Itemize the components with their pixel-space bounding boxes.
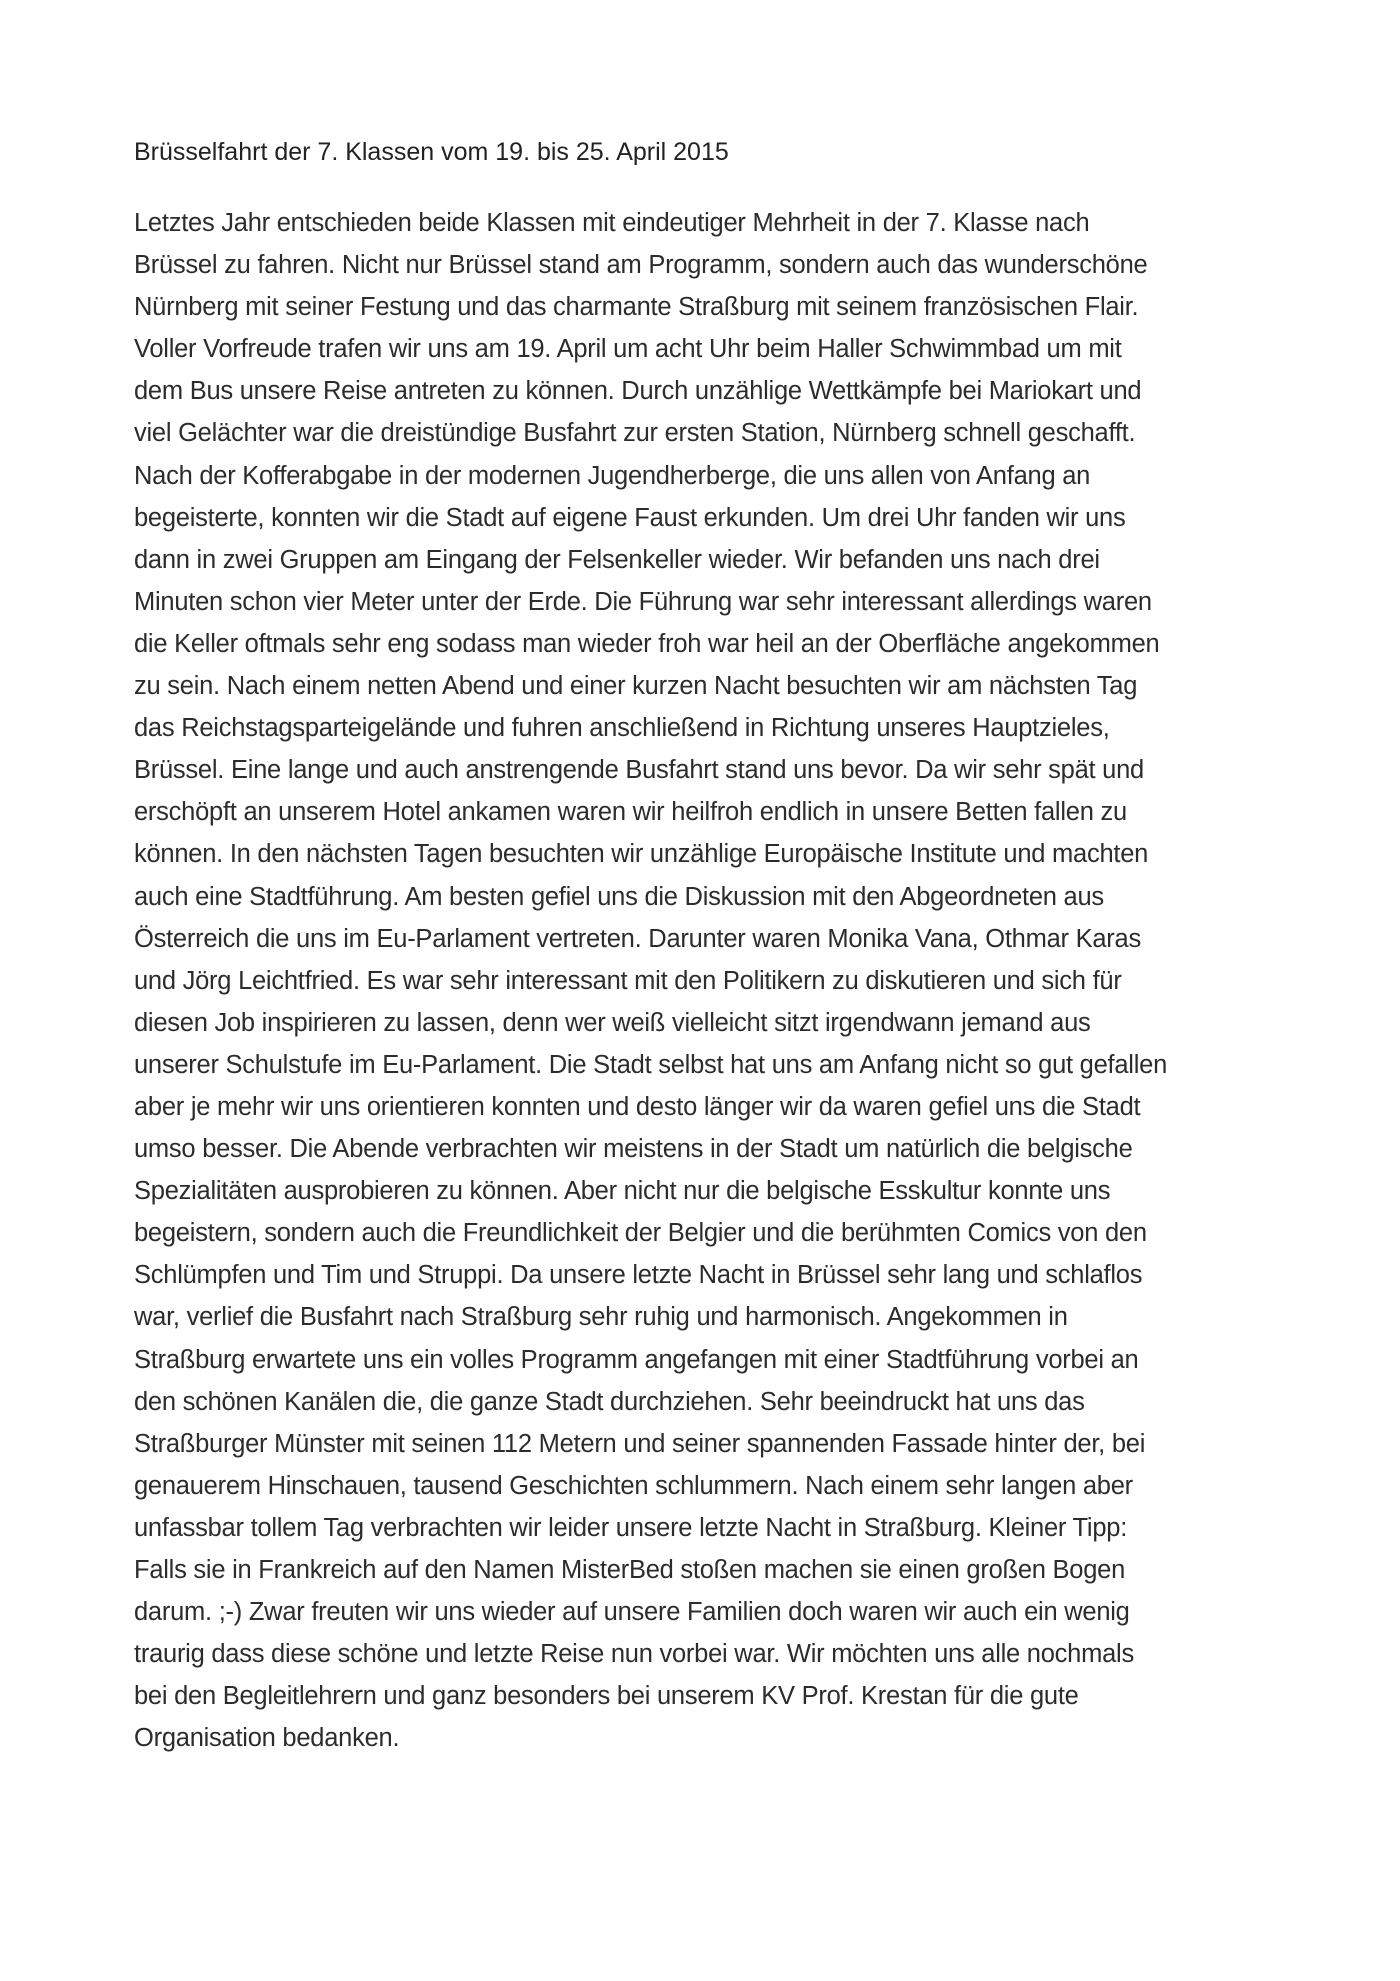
body-line: Straßburg erwartete uns ein volles Programm angefangen mit einer Stadtführung vorbei an [134, 1345, 1139, 1374]
body-line: unfassbar tollem Tag verbrachten wir leider unsere letzte Nacht in Straßburg. Kleiner Tipp: [134, 1513, 1128, 1542]
body-line: dem Bus unsere Reise antreten zu können. Durch unzählige Wettkämpfe bei Mariokart und [134, 377, 1142, 406]
body-line: Voller Vorfreude trafen wir uns am 19. April um acht Uhr beim Haller Schwimmbad um mit [134, 335, 1122, 364]
body-line: können. In den nächsten Tagen besuchten wir unzählige Europäische Institute und machten [134, 840, 1149, 869]
body-line: erschöpft an unserem Hotel ankamen waren wir heilfroh endlich in unsere Betten fallen zu [134, 798, 1127, 827]
body-line: zu sein. Nach einem netten Abend und einer kurzen Nacht besuchten wir am nächsten Tag [134, 672, 1138, 701]
body-line: darum. ;-) Zwar freuten wir uns wieder auf unsere Familien doch waren wir auch ein wenig [134, 1598, 1130, 1627]
body-line: Nürnberg mit seiner Festung und das charmante Straßburg mit seinem französischen Flair. [134, 293, 1139, 322]
body-line: unserer Schulstufe im Eu-Parlament. Die Stadt selbst hat uns am Anfang nicht so gut gefallen [134, 1050, 1167, 1079]
body-line: diesen Job inspirieren zu lassen, denn wer weiß vielleicht sitzt irgendwann jemand aus [134, 1008, 1091, 1037]
body-line: begeisterte, konnten wir die Stadt auf eigene Faust erkunden. Um drei Uhr fanden wir uns [134, 503, 1126, 532]
body-line: Letztes Jahr entschieden beide Klassen mit eindeutiger Mehrheit in der 7. Klasse nach [134, 209, 1090, 237]
body-line: dann in zwei Gruppen am Eingang der Felsenkeller wieder. Wir befanden uns nach drei [134, 545, 1100, 574]
body-line: bei den Begleitlehrern und ganz besonders bei unserem KV Prof. Krestan für die gute [134, 1682, 1079, 1711]
body-line: war, verlief die Busfahrt nach Straßburg sehr ruhig und harmonisch. Angekommen in [134, 1303, 1068, 1332]
body-line: und Jörg Leichtfried. Es war sehr interessant mit den Politikern zu diskutieren und sich für [134, 966, 1122, 995]
body-line: viel Gelächter war die dreistündige Busfahrt zur ersten Station, Nürnberg schnell geschafft. [134, 419, 1136, 448]
document-body [134, 202, 1284, 1759]
body-line: Organisation bedanken. [134, 1724, 400, 1753]
body-line: den schönen Kanälen die, die ganze Stadt durchziehen. Sehr beeindruckt hat uns das [134, 1387, 1085, 1416]
body-line: genauerem Hinschauen, tausend Geschichten schlummern. Nach einem sehr langen aber [134, 1471, 1133, 1500]
body-line: Brüssel zu fahren. Nicht nur Brüssel stand am Programm, sondern auch das wunderschöne [134, 251, 1148, 280]
body-line: umso besser. Die Abende verbrachten wir meistens in der Stadt um natürlich die belgische [134, 1135, 1133, 1164]
body-line: Nach der Kofferabgabe in der modernen Jugendherberge, die uns allen von Anfang an [134, 461, 1091, 490]
body-line: Straßburger Münster mit seinen 112 Metern und seiner spannenden Fassade hinter der, bei [134, 1429, 1146, 1458]
body-line: die Keller oftmals sehr eng sodass man wieder froh war heil an der Oberfläche angekommen [134, 629, 1160, 658]
body-line: begeistern, sondern auch die Freundlichkeit der Belgier und die berühmten Comics von den [134, 1219, 1147, 1248]
body-line: Schlümpfen und Tim und Struppi. Da unsere letzte Nacht in Brüssel sehr lang und schlaflos [134, 1261, 1143, 1290]
body-line: das Reichstagsparteigelände und fuhren anschließend in Richtung unseres Hauptzieles, [134, 714, 1110, 743]
body-line: auch eine Stadtführung. Am besten gefiel uns die Diskussion mit den Abgeordneten aus [134, 882, 1104, 911]
body-line: Minuten schon vier Meter unter der Erde. Die Führung war sehr interessant allerdings waren [134, 587, 1152, 616]
body-line: Österreich die uns im Eu-Parlament vertreten. Darunter waren Monika Vana, Othmar Karas [134, 924, 1141, 953]
body-line: traurig dass diese schöne und letzte Reise nun vorbei war. Wir möchten uns alle nochmals [134, 1640, 1134, 1669]
body-line: Brüssel. Eine lange und auch anstrengende Busfahrt stand uns bevor. Da wir sehr spät und [134, 756, 1144, 785]
body-line: aber je mehr wir uns orientieren konnten und desto länger wir da waren gefiel uns die Stadt [134, 1092, 1141, 1121]
body-line: Spezialitäten ausprobieren zu können. Aber nicht nur die belgische Esskultur konnte uns [134, 1177, 1111, 1206]
body-line: Falls sie in Frankreich auf den Namen MisterBed stoßen machen sie einen großen Bogen [134, 1556, 1126, 1584]
document-title: Brüsselfahrt der 7. Klassen vom 19. bis 25. April 2015 [134, 138, 729, 166]
